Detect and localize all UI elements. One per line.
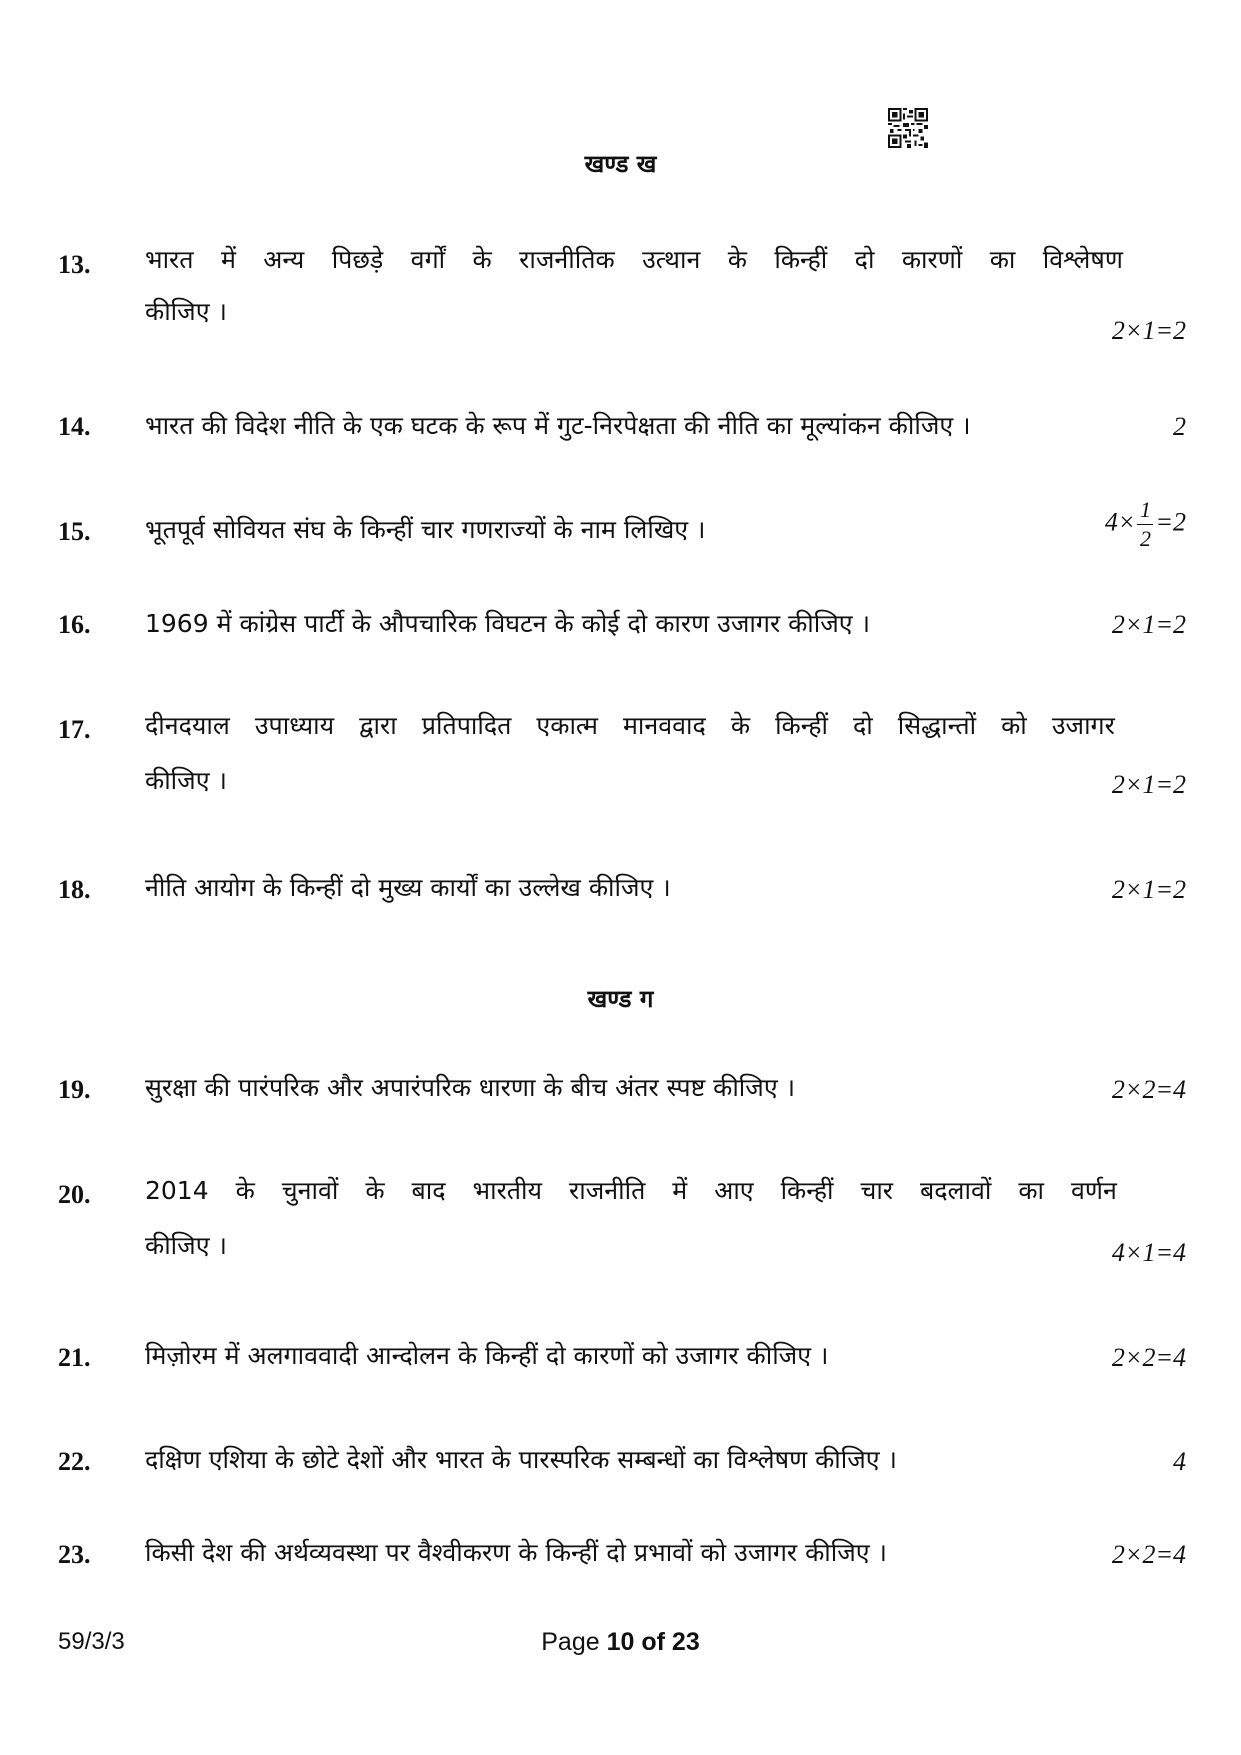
qr-code (888, 108, 928, 148)
paper-code: 59/3/3 (58, 1628, 125, 1655)
question-18-marks: 2×1=2 (1111, 875, 1186, 904)
question-23-marks: 2×2=4 (1111, 1540, 1186, 1569)
question-17-line2: कीजिए । (145, 766, 227, 795)
section-heading-c: खण्ड ग (587, 985, 654, 1013)
question-16-text: 1969 में कांग्रेस पार्टी के औपचारिक विघटन के कोई दो कारण उजागर कीजिए । (145, 609, 871, 638)
question-23-text: किसी देश की अर्थव्यवस्था पर वैश्वीकरण के किन्हीं दो प्रभावों को उजागर कीजिए । (145, 1538, 888, 1567)
question-17-line1: दीनदयाल उपाध्याय द्वारा प्रतिपादित एकात्म मानववाद के किन्हीं दो सिद्धान्तों को उजागर (145, 711, 1115, 740)
question-13-number: 13. (58, 250, 91, 279)
question-20-marks: 4×1=4 (1111, 1238, 1186, 1267)
question-15-number: 15. (58, 517, 91, 546)
question-18-number: 18. (58, 875, 91, 904)
question-23-number: 23. (58, 1540, 91, 1569)
question-14-number: 14. (58, 412, 91, 441)
question-19-number: 19. (58, 1075, 91, 1104)
question-16-marks: 2×1=2 (1111, 610, 1186, 639)
question-15-marks: 4× $\frac{1}{2}$ =2 (1104, 497, 1186, 551)
question-13-line1: भारत में अन्य पिछड़े वर्गों के राजनीतिक उत्थान के किन्हीं दो कारणों का विश्लेषण (145, 245, 1123, 274)
question-20-number: 20. (58, 1180, 91, 1209)
question-22-text: दक्षिण एशिया के छोटे देशों और भारत के पारस्परिक सम्बन्धों का विश्लेषण कीजिए । (145, 1445, 898, 1474)
question-22-number: 22. (58, 1447, 91, 1476)
question-16-number: 16. (58, 610, 91, 639)
fraction-half: $\frac{1}{2}$ (1137, 498, 1153, 551)
page-number: Page 10 of 23 (541, 1628, 700, 1656)
question-17-marks: 2×1=2 (1111, 770, 1186, 799)
question-21-text: मिज़ोरम में अलगाववादी आन्दोलन के किन्हीं दो कारणों को उजागर कीजिए । (145, 1341, 829, 1370)
question-14-text: भारत की विदेश नीति के एक घटक के रूप में गुट-निरपेक्षता की नीति का मूल्यांकन कीजिए । (145, 411, 971, 440)
question-15-text: भूतपूर्व सोवियत संघ के किन्हीं चार गणराज्यों के नाम लिखिए । (145, 515, 706, 544)
question-21-number: 21. (58, 1343, 91, 1372)
question-21-marks: 2×2=4 (1111, 1343, 1186, 1372)
question-18-text: नीति आयोग के किन्हीं दो मुख्य कार्यों का उल्लेख कीजिए । (145, 873, 671, 902)
question-20-line1: 2014 के चुनावों के बाद भारतीय राजनीति में आए किन्हीं चार बदलावों का वर्णन (145, 1176, 1117, 1205)
question-13-line2: कीजिए । (145, 297, 227, 326)
question-13-marks: 2×1=2 (1111, 316, 1186, 345)
section-heading-b: खण्ड ख (584, 150, 657, 178)
question-19-text: सुरक्षा की पारंपरिक और अपारंपरिक धारणा के बीच अंतर स्पष्ट कीजिए । (145, 1073, 796, 1102)
question-14-marks: 2 (1173, 412, 1186, 441)
question-17-number: 17. (58, 715, 91, 744)
question-20-line2: कीजिए । (145, 1231, 227, 1260)
question-22-marks: 4 (1173, 1447, 1186, 1476)
question-19-marks: 2×2=4 (1111, 1075, 1186, 1104)
